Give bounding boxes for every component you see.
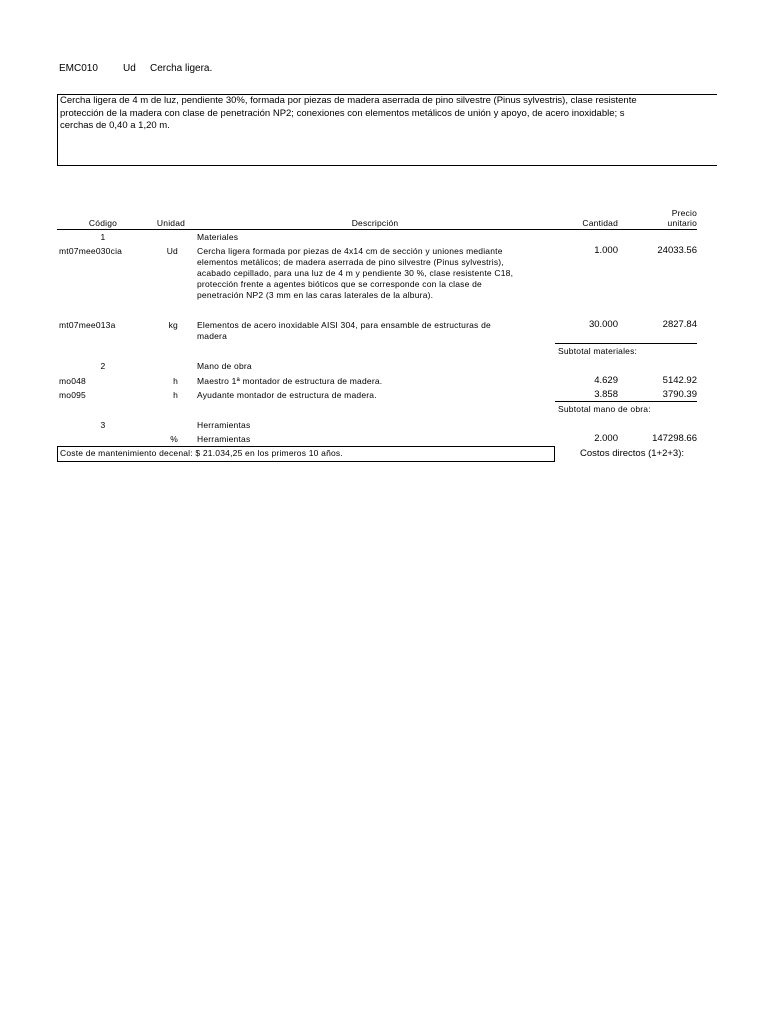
section-label: Herramientas xyxy=(197,420,251,430)
row-description-line: elementos metálicos; de madera aserrada de pino silvestre (Pinus sylvestris), xyxy=(197,257,504,267)
section-label: Mano de obra xyxy=(197,361,252,371)
subtotal-materiales-label: Subtotal materiales: xyxy=(558,346,638,356)
item-title: Cercha ligera. xyxy=(150,63,213,74)
row-quantity: 4.629 xyxy=(594,375,618,386)
row-unit-price: 5142.92 xyxy=(662,375,697,386)
maintenance-text: Coste de mantenimiento decenal: $ 21.034,25 en los primeros 10 años. xyxy=(60,448,343,458)
row-unit: Ud xyxy=(166,246,178,256)
description-line: Cercha ligera de 4 m de luz, pendiente 30%, formada por piezas de madera aserrada de pino silvestre (Pinus sylvestris), clase resistente xyxy=(60,95,637,106)
description-line: cerchas de 0,40 a 1,20 m. xyxy=(60,120,170,131)
subtotal-divider xyxy=(555,401,697,402)
col-header-descripcion: Descripción xyxy=(351,218,399,228)
row-description-line: penetración NP2 (3 mm en las caras laterales de la albura). xyxy=(197,290,434,300)
row-description xyxy=(197,246,513,301)
row-description: Maestro 1ª montador de estructura de madera. xyxy=(197,376,383,386)
row-quantity: 2.000 xyxy=(594,433,618,444)
row-quantity: 30.000 xyxy=(588,319,618,330)
item-code: EMC010 xyxy=(59,63,98,74)
row-description: Ayudante montador de estructura de madera. xyxy=(197,390,377,400)
row-unit-price: 2827.84 xyxy=(662,319,697,330)
row-description xyxy=(197,320,491,342)
header-divider xyxy=(57,229,697,230)
row-quantity: 1.000 xyxy=(594,245,618,256)
col-header-codigo: Código xyxy=(88,218,118,228)
maintenance-box xyxy=(57,446,555,462)
row-quantity: 3.858 xyxy=(594,389,618,400)
row-description-line: madera xyxy=(197,331,228,341)
section-number: 2 xyxy=(100,361,106,371)
col-header-unidad: Unidad xyxy=(156,218,186,228)
row-unit: h xyxy=(173,376,178,386)
row-code: mt07mee030cia xyxy=(59,246,123,256)
row-unit-price: 24033.56 xyxy=(657,245,697,256)
row-description: Herramientas xyxy=(197,434,251,444)
row-unit-price: 3790.39 xyxy=(662,389,697,400)
section-number: 1 xyxy=(100,232,106,242)
row-code: mo048 xyxy=(59,376,86,386)
row-code: mo095 xyxy=(59,390,86,400)
row-unit: kg xyxy=(168,320,178,330)
row-unit-price: 147298.66 xyxy=(652,433,697,444)
description-box xyxy=(57,94,717,166)
subtotal-mano-obra-label: Subtotal mano de obra: xyxy=(558,404,651,414)
description-line: protección de la madera con clase de penetración NP2; conexiones con elementos metálicos de unión y apoyo, de acero inoxidable; s xyxy=(60,107,625,119)
row-unit: % xyxy=(170,434,178,444)
col-header-unitario: unitario xyxy=(667,218,697,228)
section-number: 3 xyxy=(100,420,106,430)
row-description-line: Elementos de acero inoxidable AISI 304, para ensamble de estructuras de xyxy=(197,320,491,330)
row-description-line: acabado cepillado, para una luz de 4 m y pendiente 30 %, clase resistente C18, xyxy=(197,268,514,278)
row-description-line: Cercha ligera formada por piezas de 4x14 cm de sección y uniones mediante xyxy=(197,246,503,256)
col-header-cantidad: Cantidad xyxy=(582,218,618,228)
section-label: Materiales xyxy=(197,232,239,242)
subtotal-divider xyxy=(555,343,697,344)
item-unit: Ud xyxy=(123,63,136,74)
row-unit: h xyxy=(173,390,178,400)
direct-costs-label: Costos directos (1+2+3): xyxy=(580,448,685,459)
row-description-line: protección frente a agentes bióticos que se corresponde con la clase de xyxy=(197,279,482,289)
col-header-precio: Precio xyxy=(671,208,697,218)
row-code: mt07mee013a xyxy=(59,320,116,330)
